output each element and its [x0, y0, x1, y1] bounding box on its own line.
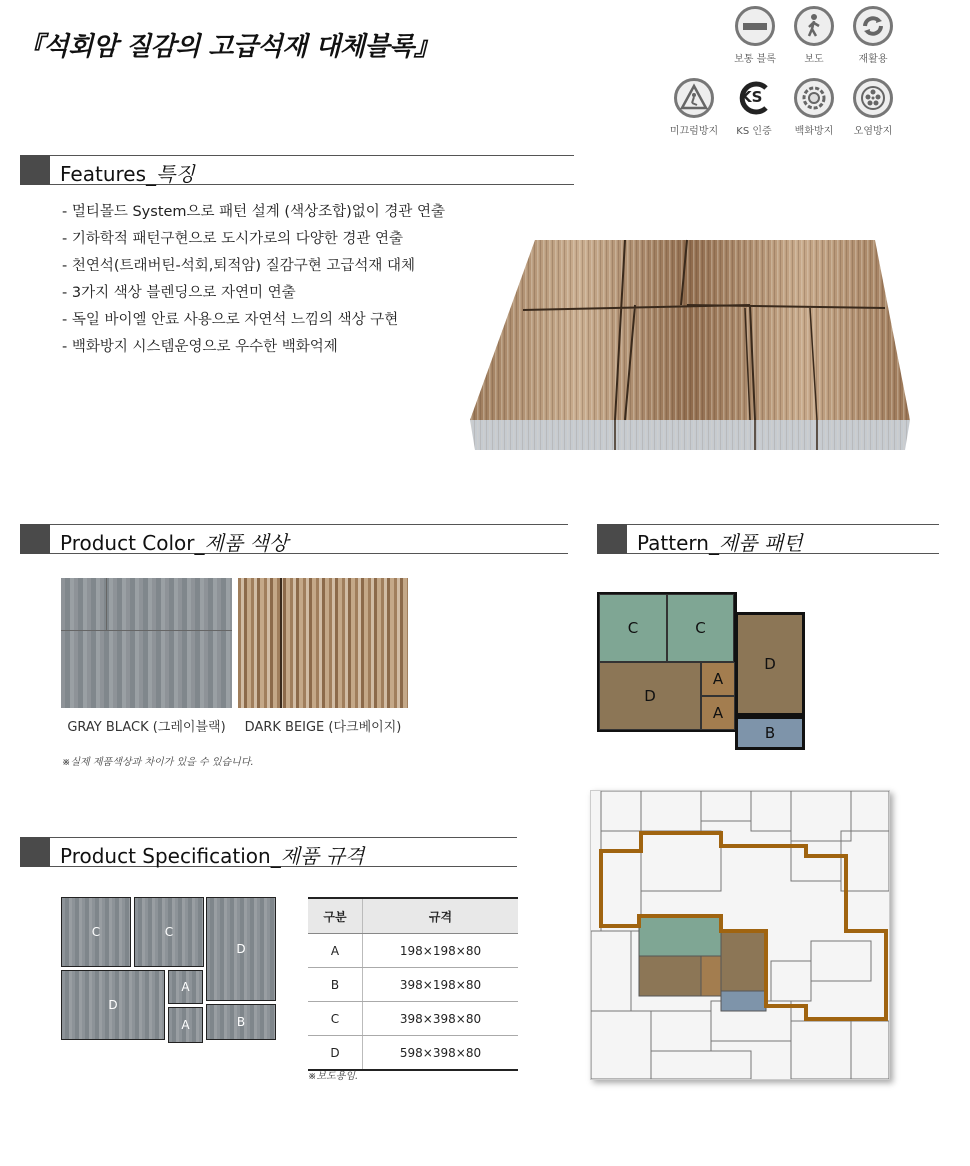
swatch-dark-beige — [238, 578, 408, 708]
pattern-tile-a: A — [701, 662, 735, 696]
badge-ks — [724, 78, 784, 137]
pattern-tile-c: C — [667, 594, 734, 662]
pattern-diagram — [597, 592, 807, 752]
table-header: 구분 — [308, 898, 363, 934]
table-header: 규격 — [363, 898, 519, 934]
features-heading-ko: 특징 — [156, 162, 195, 186]
badge-anti-stain — [843, 78, 903, 137]
product-photo — [465, 235, 915, 455]
badge-label: 보도 — [804, 54, 824, 65]
anti-stain-icon — [853, 78, 893, 118]
table-cell: D — [308, 1036, 363, 1071]
pattern-heading-ko: 제품 패턴 — [718, 531, 803, 555]
spec-note: ※보도용임. — [308, 1071, 359, 1082]
table-cell: B — [308, 968, 363, 1002]
minus-circle-icon — [735, 6, 775, 46]
table-row — [308, 1036, 518, 1071]
pattern-tile-c: C — [599, 594, 667, 662]
page-title: 『석회암 질감의 고급석재 대체블록』 — [18, 32, 440, 62]
list-item: - 백화방지 시스템운영으로 우수한 백화억제 — [62, 339, 338, 355]
pattern-tile-d: D — [599, 662, 701, 730]
spec-tile-diagram — [61, 897, 277, 1045]
pedestrian-icon — [794, 6, 834, 46]
swatch-gray-black — [61, 578, 232, 708]
badge-efflorescence — [784, 78, 844, 137]
badge-sidewalk — [784, 6, 844, 65]
spec-tile-c: C — [61, 897, 131, 967]
badge-recycle — [843, 6, 903, 65]
features-header — [20, 155, 574, 185]
spec-heading: Product Specification_ — [60, 844, 281, 868]
recycle-icon — [853, 6, 893, 46]
pattern-tile-a: A — [701, 696, 735, 730]
spec-tile-d: D — [61, 970, 165, 1040]
table-cell: A — [308, 934, 363, 968]
pattern-tile-b: B — [735, 716, 805, 750]
pattern-tile-d: D — [735, 612, 805, 716]
product-color-header — [20, 524, 568, 554]
pattern-layout-image — [590, 790, 890, 1080]
features-heading: Features_ — [60, 162, 156, 186]
list-item: - 독일 바이엘 안료 사용으로 자연석 느낌의 색상 구현 — [62, 312, 399, 328]
table-cell: 398×398×80 — [363, 1002, 519, 1036]
spec-tile-a: A — [168, 970, 203, 1004]
spec-tile-a: A — [168, 1007, 203, 1043]
badge-label: 백화방지 — [794, 126, 834, 137]
list-item: - 3가지 색상 블렌딩으로 자연미 연출 — [62, 285, 296, 301]
table-cell: 398×198×80 — [363, 968, 519, 1002]
spec-heading-ko: 제품 규격 — [280, 844, 365, 868]
spec-tile-b: B — [206, 1004, 276, 1040]
table-cell: C — [308, 1002, 363, 1036]
badge-label: 미끄럼방지 — [669, 126, 719, 137]
product-color-heading: Product Color_ — [60, 531, 205, 555]
spec-table — [308, 897, 518, 1071]
efflorescence-icon — [794, 78, 834, 118]
spec-tile-d: D — [206, 897, 276, 1001]
spec-tile-c: C — [134, 897, 204, 967]
badge-label: 재활용 — [858, 54, 888, 65]
badge-label: 보통 블록 — [734, 54, 776, 65]
badge-label: KS 인증 — [736, 126, 772, 137]
table-cell: 598×398×80 — [363, 1036, 519, 1071]
swatch-label: GRAY BLACK (그레이블랙) — [67, 720, 226, 735]
list-item: - 기하학적 패턴구현으로 도시가로의 다양한 경관 연출 — [62, 231, 404, 247]
table-row — [308, 934, 518, 968]
list-item: - 천연석(트래버틴-석회,퇴적암) 질감구현 고급석재 대체 — [62, 258, 415, 274]
color-note: ※실제 제품색상과 차이가 있을 수 있습니다. — [62, 757, 254, 768]
list-item: - 멀티몰드 System으로 패턴 설계 (색상조합)없이 경관 연출 — [62, 204, 446, 220]
spec-header — [20, 837, 517, 867]
pattern-heading: Pattern_ — [637, 531, 719, 555]
table-cell: 198×198×80 — [363, 934, 519, 968]
swatch-label: DARK BEIGE (다크베이지) — [244, 720, 402, 735]
table-row — [308, 968, 518, 1002]
badge-anti-slip — [664, 78, 724, 137]
badge-label: 오염방지 — [853, 126, 893, 137]
pattern-header — [597, 524, 939, 554]
ks-mark-icon: KS — [734, 78, 774, 118]
product-color-heading-ko: 제품 색상 — [204, 531, 289, 555]
table-row — [308, 1002, 518, 1036]
table-header-row — [308, 898, 518, 934]
anti-slip-icon — [674, 78, 714, 118]
features-list — [62, 199, 445, 361]
badge-normal-block — [725, 6, 785, 65]
